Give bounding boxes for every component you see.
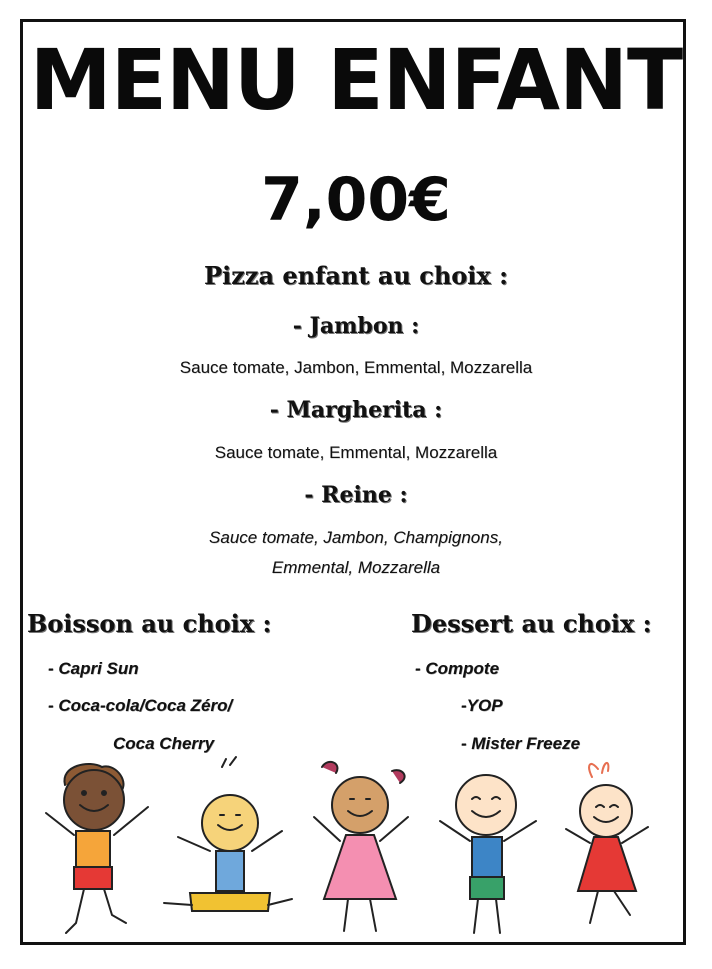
pizza-desc-jambon: Sauce tomate, Jambon, Emmental, Mozzarella — [179, 358, 533, 377]
kid-2-figure — [164, 757, 292, 911]
pizza-heading: Pizza enfant au choix : — [204, 261, 508, 290]
pizza-desc-reine-line1: Sauce tomate, Jambon, Champignons, — [209, 528, 503, 547]
dessert-item-mister-freeze: - Mister Freeze — [461, 734, 581, 753]
kid-3-figure — [314, 762, 408, 931]
pizza-desc-reine-line2: Emmental, Mozzarella — [271, 558, 441, 577]
children-illustration — [30, 755, 680, 945]
boisson-item-capri-sun: - Capri Sun — [48, 659, 139, 678]
kid-5-figure — [566, 763, 648, 923]
boisson-item-coca: - Coca-cola/Coca Zéro/ — [48, 696, 233, 715]
dessert-item-compote: - Compote — [415, 659, 500, 678]
pizza-item-reine: - Reine : — [304, 482, 408, 508]
kid-1-figure — [46, 764, 148, 933]
dessert-heading: Dessert au choix : — [411, 609, 652, 638]
pizza-item-margherita: - Margherita : — [269, 397, 443, 423]
menu-price: 7,00€ — [261, 165, 451, 235]
boisson-heading: Boisson au choix : — [27, 609, 272, 638]
pizza-desc-margherita: Sauce tomate, Emmental, Mozzarella — [214, 443, 498, 462]
kid-4-figure — [440, 775, 536, 933]
menu-title: MENU ENFANT — [29, 31, 683, 129]
pizza-item-jambon: - Jambon : — [292, 313, 420, 339]
dessert-item-yop: -YOP — [461, 696, 503, 715]
boisson-item-coca-cherry: Coca Cherry — [113, 734, 215, 753]
